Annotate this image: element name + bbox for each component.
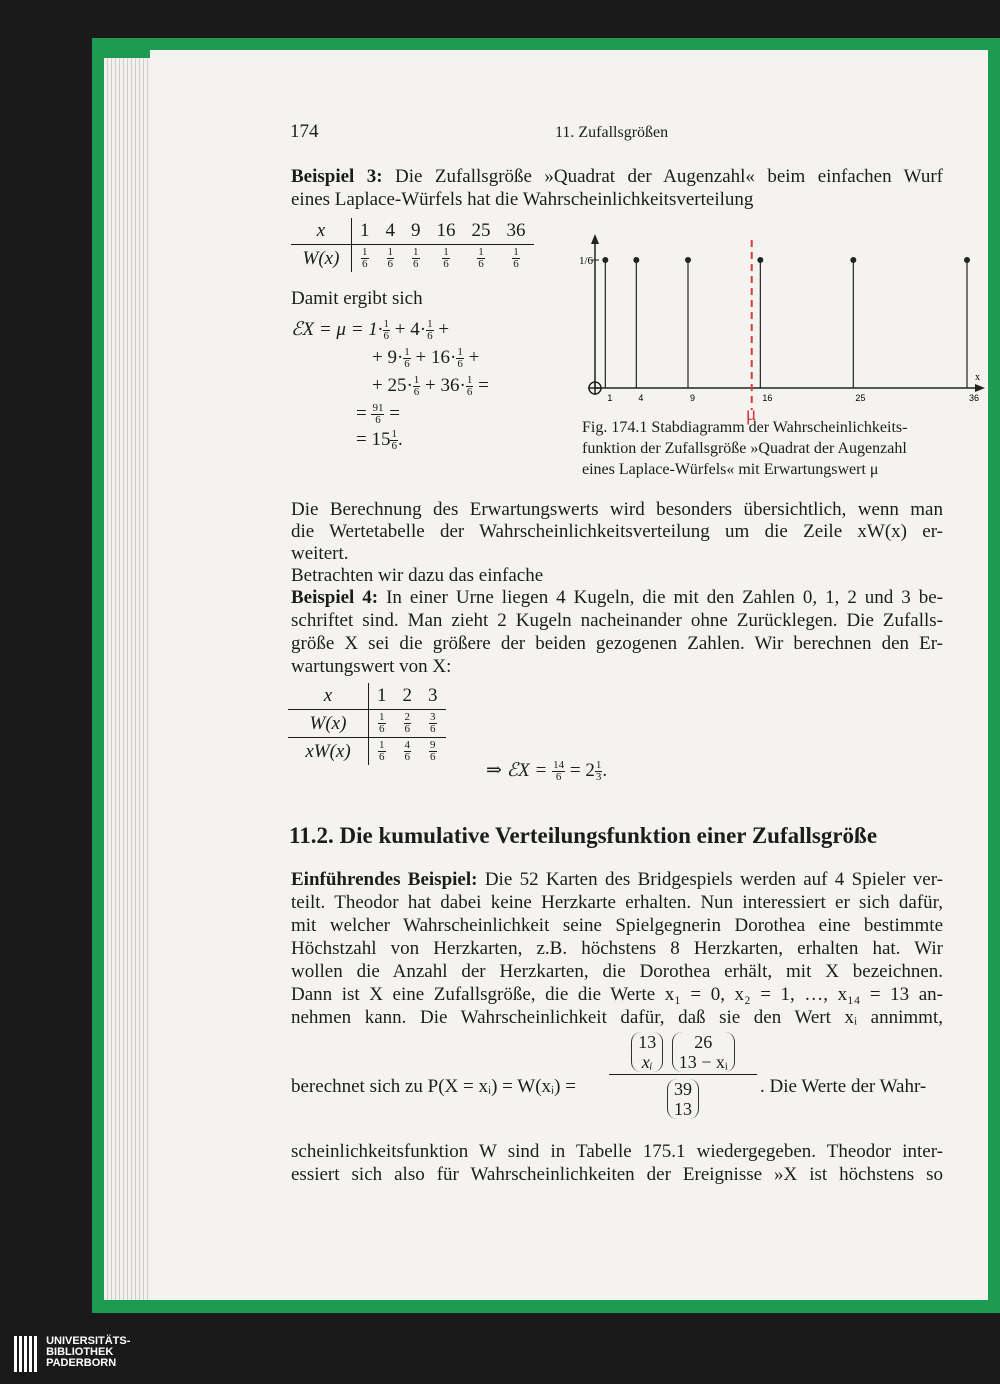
page-number: 174 [290, 121, 319, 142]
figure-caption: Fig. 174.1 Stabdiagramm der Wahrscheinlichkeits- funktion der Zufallsgröße »Quadrat der Augenzahl eines Laplace-Würfels« mit Erwartungswert μ [582, 419, 908, 478]
book-page [150, 50, 988, 1300]
expectation-line-5: = 15 $\frac{1}{6}$ . [356, 428, 403, 453]
table1-prob: $\frac{1}{6}$ [443, 246, 449, 271]
expectation-line-4: = $\frac{91}{6}$ = [356, 402, 400, 427]
section-heading: 11.2. Die kumulative Verteilungsfunktion einer Zufallsgröße [289, 823, 878, 848]
expectation-line-3: + 25· $\frac{1}{6}$ + 36· $\frac{1}{6}$ = [372, 374, 489, 399]
table1-x-9: 9 [403, 218, 429, 245]
table1-prob: $\frac{1}{6}$ [478, 246, 484, 271]
para1-line1: Die Berechnung des Erwartungswerts wird besonders übersichtlich, wenn man [291, 499, 943, 520]
einf-line4: Höchstzahl von Herzkarten, z.B. höchstens 8 Herzkarten, erhalten hat. Wir [291, 938, 943, 959]
y-axis-arrow [591, 234, 599, 244]
bar-diagram [575, 230, 988, 430]
binomial-13-xi: 13 xᵢ [631, 1032, 663, 1072]
beispiel3-line2: eines Laplace-Würfels hat die Wahrscheinlichkeitsverteilung [291, 189, 754, 210]
einf-line10: essiert sich also für Wahrscheinlichkeiten der Ereignisse »X ist höchstens so [291, 1164, 943, 1185]
expectation-result: ⇒ ℰX = $\frac{14}{6}$ = 2 $\frac{1}{3}$ . [486, 759, 608, 784]
bar-point-36 [964, 257, 970, 263]
x-tick-label: 1 [607, 393, 613, 403]
table1-prob: $\frac{1}{6}$ [387, 246, 393, 271]
beispiel4-line1: Beispiel 4: In einer Urne liegen 4 Kugeln, die mit den Zahlen 0, 1, 2 und 3 be- [291, 587, 943, 608]
einf-line3: mit welcher Wahrscheinlichkeit seine Spielgegnerin Dorothea eine bestimmte [291, 915, 943, 936]
beispiel4-line4: wartungswert von X: [291, 656, 452, 677]
x-tick-label: 36 [969, 393, 980, 403]
binomial-fraction [609, 1032, 757, 1120]
einf-line7: nehmen kann. Die Wahrscheinlichkeit dafür, daß sie den Wert xᵢ annimmt, [291, 1007, 943, 1028]
bar-point-4 [633, 257, 639, 263]
bar-point-25 [850, 257, 856, 263]
binomial-26: 26 13 − xᵢ [672, 1032, 735, 1072]
bar-point-9 [685, 257, 691, 263]
x-tick-label: 16 [762, 393, 773, 403]
bar-point-16 [757, 257, 763, 263]
einf-line1: Einführendes Beispiel: Die 52 Karten des Bridgespiels werden auf 4 Spieler ver- [291, 869, 943, 890]
distribution-table-2: x 1 2 3 W(x) $\frac{1}{6}$ $\frac{2}{6}$ $\frac{3}{6}$ xW(x) $\frac{1}{6}$ $\frac{4}{6}$ $\frac{9}{6}$ [288, 683, 446, 765]
einf-line5: wollen die Anzahl der Herzkarten, die Dorothea erhält, mit X bezeichnen. [291, 961, 943, 982]
beispiel3-line1: Beispiel 3: Die Zufallsgröße »Quadrat der Augenzahl« beim einfachen Wurf [291, 166, 943, 187]
para1-line3: weitert. [291, 543, 349, 564]
page-edges [104, 58, 156, 1300]
damit-text: Damit ergibt sich [291, 288, 423, 309]
x-tick-label: 9 [690, 393, 696, 403]
table1-prob: $\frac{1}{6}$ [513, 246, 519, 271]
y-tick-label: 1/6 [579, 255, 594, 267]
para1-line4: Betrachten wir dazu das einfache [291, 565, 544, 586]
bar-point-1 [602, 257, 608, 263]
formula-prefix: berechnet sich zu P(X = xᵢ) = W(xᵢ) = [291, 1076, 576, 1097]
distribution-table-1: x 1 4 9 16 25 36 W(x) $\frac{1}{6}$ $\frac{1}{6}$ $\frac{1}{6}$ $\frac{1}{6}$ $\frac{1}{6}$ $\frac{1}{6}$ [291, 218, 534, 272]
table1-x-16: 16 [429, 218, 464, 245]
expectation-line-2: + 9· $\frac{1}{6}$ + 16· $\frac{1}{6}$ + [372, 346, 480, 371]
x-tick-label: 4 [638, 393, 644, 403]
formula-suffix: . Die Werte der Wahr- [760, 1076, 927, 1097]
x-tick-label: 25 [855, 393, 866, 403]
beispiel4-line2: schriftet sind. Man zieht 2 Kugeln nacheinander ohne Zurücklegen. Die Zufalls- [291, 610, 943, 631]
x-axis-arrow [975, 384, 985, 392]
table1-x-36: 36 [499, 218, 534, 245]
beispiel4-line3: größe X sei die größere der beiden gezogenen Zahlen. Wir berechnen den Er- [291, 633, 943, 654]
table1-x-4: 4 [378, 218, 404, 245]
table1-prob: $\frac{1}{6}$ [413, 246, 419, 271]
table1-prob: $\frac{1}{6}$ [362, 246, 368, 271]
expectation-line-1: ℰX = μ = 1· $\frac{1}{6}$ + 4· $\frac{1}{6}$ + [291, 318, 450, 343]
mean-label: μ [745, 403, 757, 425]
para1-line2: die Wertetabelle der Wahrscheinlichkeitsverteilung um die Zeile xW(x) er- [291, 521, 943, 542]
binomial-39-13: 39 13 [667, 1079, 699, 1119]
library-logo: UNIVERSITÄTS- BIBLIOTHEK PADERBORN [14, 1336, 130, 1375]
beispiel3-label: Beispiel 3: [291, 166, 383, 187]
running-title: 11. Zufallsgrößen [555, 124, 669, 141]
table1-x-25: 25 [464, 218, 499, 245]
table1-x-1: 1 [352, 218, 378, 245]
einf-line6: Dann ist X eine Zufallsgröße, die die Werte x₁ = 0, x₂ = 1, …, x₁₄ = 13 an- [291, 984, 943, 1005]
einf-line9: scheinlichkeitsfunktion W sind in Tabelle 175.1 wiedergegeben. Theodor inter- [291, 1141, 943, 1162]
x-axis-letter: x [975, 372, 980, 383]
einf-line2: teilt. Theodor hat dabei keine Herzkarte erhalten. Nun interessiert er sich dafür, [291, 892, 943, 913]
